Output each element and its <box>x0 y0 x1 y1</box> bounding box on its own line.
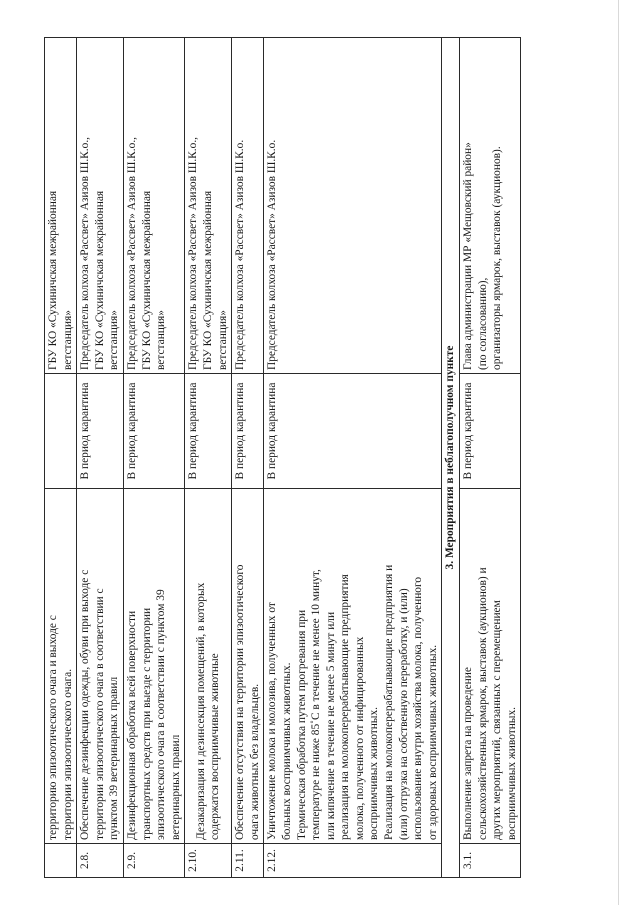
description-line: содержатся восприимчивые животные <box>209 653 222 840</box>
table-row <box>123 38 184 878</box>
description-line: больных восприимчивых животных. <box>280 662 293 840</box>
row-number: 2.10. <box>185 844 232 878</box>
description-line: территорию эпизоотического очага и выходе с <box>47 615 59 840</box>
row-responsible <box>185 38 232 374</box>
responsible-line: ветстанция» <box>155 310 168 370</box>
plan-table <box>44 37 521 878</box>
row-responsible <box>77 38 124 374</box>
responsible-line: ветстанция» <box>216 310 229 370</box>
description-line: Обеспечение дезинфекции одежды, обуви при выходе с <box>79 569 92 840</box>
description-line: сельскохозяйственных ярмарок, выставок (аукционов) и <box>476 567 489 840</box>
row-description <box>45 489 77 844</box>
description-line: реализация на молокоперерабатывающие предприятия <box>339 574 352 840</box>
row-term: В период карантина <box>460 374 521 489</box>
row-term: В период карантина <box>185 374 232 489</box>
responsible-line: Председатель колхоза «Рассвет» Азизов Ш.К.о. <box>234 139 247 370</box>
responsible-line: ГБУ КО «Сухиничская межрайонная <box>201 190 214 370</box>
description-line: температуре не ниже 85˚С в течение не менее 10 минут, <box>310 569 323 840</box>
description-line: Дезинфекционная обработка всей поверхности <box>125 610 138 840</box>
table-row <box>232 38 264 878</box>
description-line: или кипячение в течение не менее 5 минут или <box>324 611 337 840</box>
description-line: пунктом 39 ветеринарных правил <box>108 676 121 840</box>
row-description <box>264 489 442 844</box>
description-line: от здоровых восприимчивых животных. <box>426 644 439 840</box>
description-line: молока, полученного от инфицированных <box>353 636 366 840</box>
row-description <box>123 489 184 844</box>
row-responsible <box>45 38 77 374</box>
row-number: 2.11. <box>232 844 264 878</box>
row-number: 2.12. <box>264 844 442 878</box>
description-line: использование внутри хозяйства молока, полученного <box>412 576 425 840</box>
responsible-line: ГБУ КО «Сухиничская межрайонная <box>140 190 153 370</box>
description-line: территории эпизоотического очага. <box>61 668 74 840</box>
table-row <box>45 38 77 878</box>
description-line: Дезакаризация и дезинсекция помещений, в которых <box>194 582 207 840</box>
responsible-line: организаторы ярмарок, выставок (аукционов). <box>491 146 504 370</box>
row-responsible <box>460 38 521 374</box>
responsible-line: Председатель колхоза «Рассвет» Азизов Ш.К.о. <box>266 139 279 370</box>
description-line: Термическая обработка путем прогревания при <box>295 609 308 840</box>
section-row <box>442 38 460 878</box>
description-line: восприимчивых животных. <box>368 706 381 840</box>
description-line: восприимчивых животных. <box>505 706 518 840</box>
row-term: В период карантина <box>232 374 264 489</box>
responsible-line: Председатель колхоза «Рассвет» Азизов Ш.К.о., <box>125 136 138 370</box>
section-title: 3. Мероприятия в неблагополучном пункте <box>442 38 460 878</box>
table-row <box>185 38 232 878</box>
row-number: 2.9. <box>123 844 184 878</box>
description-line: Обеспечение отсутствия на территории эпизоотического <box>234 564 247 840</box>
responsible-line: Глава администрации МР «Мещовский район» <box>462 142 475 370</box>
row-responsible <box>232 38 264 374</box>
row-number: 2.8. <box>77 844 124 878</box>
responsible-line: ветстанция» <box>61 310 74 370</box>
description-line: транспортных средств при выезде с территории <box>140 607 153 840</box>
responsible-line: Председатель колхоза «Рассвет» Азизов Ш.К.о., <box>79 136 92 370</box>
table-row <box>77 38 124 878</box>
row-number: 3.1. <box>460 844 521 878</box>
description-line: Реализация на молокоперерабатывающие предприятия и <box>383 564 396 840</box>
description-line: территории эпизоотического очага в соответствии с <box>93 588 106 840</box>
description-line: (или) отгрузка на собственную переработку, и (или) <box>397 588 410 840</box>
row-description <box>232 489 264 844</box>
plan-table-body <box>45 38 521 878</box>
row-number <box>45 844 77 878</box>
rotated-table-container <box>44 38 614 878</box>
table-row <box>460 38 521 878</box>
row-term <box>45 374 77 489</box>
row-responsible <box>264 38 442 374</box>
scan-edge-line <box>618 0 619 905</box>
row-description <box>185 489 232 844</box>
row-description <box>460 489 521 844</box>
row-term: В период карантина <box>77 374 124 489</box>
row-term: В период карантина <box>123 374 184 489</box>
responsible-line: ветстанция» <box>108 310 121 370</box>
description-line: эпизоотического очага в соответствии с пунктом 39 <box>155 589 168 840</box>
responsible-line: (по согласованию), <box>476 277 489 370</box>
description-line: других мероприятий, связанных с перемещением <box>491 600 504 840</box>
responsible-line: ГБУ КО «Сухиничская межрайонная <box>47 190 59 370</box>
table-row <box>264 38 442 878</box>
row-description <box>77 489 124 844</box>
description-line: Уничтожение молока и молозива, полученных от <box>266 602 279 840</box>
description-line: Выполнение запрета на проведение <box>462 667 475 840</box>
responsible-line: ГБУ КО «Сухиничская межрайонная <box>93 190 106 370</box>
row-responsible <box>123 38 184 374</box>
description-line: ветеринарных правил <box>169 734 182 840</box>
responsible-line: Председатель колхоза «Рассвет» Азизов Ш.К.о., <box>187 136 200 370</box>
description-line: очага животных без владельцев. <box>248 683 261 840</box>
row-term: В период карантина <box>264 374 442 489</box>
